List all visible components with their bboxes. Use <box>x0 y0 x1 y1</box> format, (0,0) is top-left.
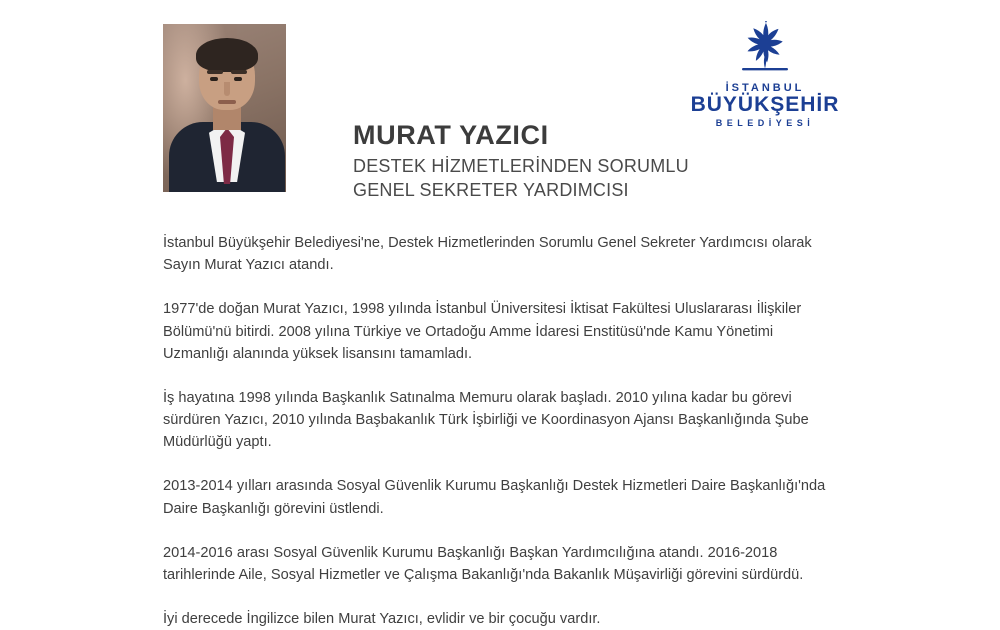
biography-text <box>163 232 835 630</box>
paragraph: 2014-2016 arası Sosyal Güvenlik Kurumu Başkanlığı Başkan Yardımcılığına atandı. 2016-2018 tarihlerinde Aile, Sosyal Hizmetler ve Çalışma Bakanlığı'nda Bakanlık Müşavirliği görevini sürdürdü. <box>163 544 804 583</box>
document-header <box>0 0 1000 210</box>
portrait-hair <box>196 38 258 72</box>
paragraph: İstanbul Büyükşehir Belediyesi'ne, Destek Hizmetlerinden Sorumlu Genel Sekreter Yardımcısı olarak Sayın Murat Yazıcı atandı. <box>163 235 812 274</box>
person-name: MURAT YAZICI <box>353 120 549 150</box>
paragraph: 2013-2014 yılları arasında Sosyal Güvenlik Kurumu Başkanlığı Destek Hizmetleri Daire Başkanlığı'nda Daire Başkanlığı görevini üstlendi. <box>163 478 826 517</box>
paragraph: 1977'de doğan Murat Yazıcı, 1998 yılında İstanbul Üniversitesi İktisat Fakültesi Uluslararası İlişkiler Bölümü'nü bitirdi. 2008 yılına Türkiye ve Ortadoğu Amme İdaresi Enstitüsü'nde Kamu Yönetimi Uzmanlığı alanında yüksek lisansını tamamladı. <box>163 301 802 362</box>
portrait-photo <box>163 24 286 192</box>
paragraph: İş hayatına 1998 yılında Başkanlık Satınalma Memuru olarak başladı. 2010 yılına kadar bu görevi sürdüren Yazıcı, 2010 yılında Başbakanlık Türk İşbirliği ve Koordinasyon Ajansı Başkanlığında Şube Müdürlüğü yaptı. <box>163 389 809 451</box>
person-title-line-1: DESTEK HİZMETLERİNDEN SORUMLU <box>353 156 689 177</box>
person-title-line-2: GENEL SEKRETER YARDIMCISI <box>353 179 629 200</box>
paragraph: İyi derecede İngilizce bilen Murat Yazıcı, evlidir ve bir çocuğu vardır. <box>163 611 601 628</box>
person-title-block <box>353 120 689 203</box>
ibb-logo-line-3: BELEDİYESİ <box>715 118 815 129</box>
ibb-logo <box>680 18 850 131</box>
portrait-brow-left <box>207 70 223 74</box>
portrait-eye-left <box>210 77 218 81</box>
ibb-logo-line-2: BÜYÜKŞEHİR <box>690 93 840 117</box>
portrait-brow-right <box>231 70 247 74</box>
portrait-nose <box>224 82 230 96</box>
ibb-tulip-icon <box>734 18 796 76</box>
ibb-logo-line-1: İSTANBUL <box>725 82 805 94</box>
portrait-mouth <box>218 100 236 104</box>
portrait-eye-right <box>234 77 242 81</box>
